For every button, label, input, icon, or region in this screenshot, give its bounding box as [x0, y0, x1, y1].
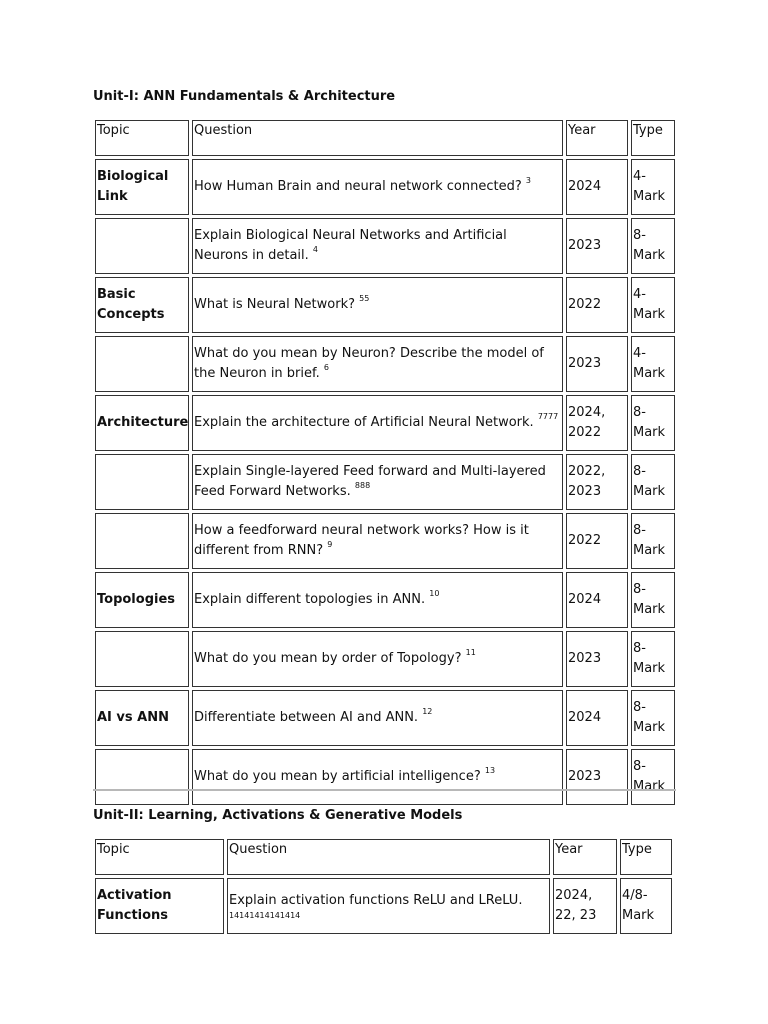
year-cell: 2022 — [566, 513, 628, 569]
question-cell — [192, 631, 563, 687]
header-year: Year — [553, 839, 617, 875]
table-row — [95, 277, 675, 333]
footnote-reference: 7777 — [537, 411, 559, 421]
unit-1-heading: Unit-I: ANN Fundamentals & Architecture — [93, 89, 396, 104]
unit-2-heading: Unit-II: Learning, Activations & Generative Models — [93, 808, 463, 823]
question-cell — [192, 513, 563, 569]
type-cell: 8-Mark — [631, 749, 675, 805]
type-cell: 8-Mark — [631, 218, 675, 274]
type-cell: 8-Mark — [631, 690, 675, 746]
year-cell: 2024, 2022 — [566, 395, 628, 451]
question-text: Explain Biological Neural Networks and Artificial Neurons in detail. — [194, 228, 507, 263]
topic-cell: Activation Functions — [95, 878, 224, 934]
table-header-row — [95, 120, 675, 156]
topic-cell — [95, 513, 189, 569]
topic-cell — [95, 218, 189, 274]
question-text: Differentiate between AI and ANN. — [194, 710, 419, 725]
type-cell: 8-Mark — [631, 454, 675, 510]
header-topic: Topic — [95, 839, 224, 875]
unit-1-table — [92, 117, 678, 808]
year-cell: 2024 — [566, 159, 628, 215]
header-question: Question — [227, 839, 550, 875]
table-row — [95, 336, 675, 392]
type-cell: 8-Mark — [631, 631, 675, 687]
table-row — [95, 513, 675, 569]
year-cell: 2022 — [566, 277, 628, 333]
table-row — [95, 454, 675, 510]
header-type: Type — [620, 839, 672, 875]
question-cell — [192, 454, 563, 510]
type-cell: 8-Mark — [631, 395, 675, 451]
year-cell: 2023 — [566, 336, 628, 392]
table-header-row — [95, 839, 672, 875]
table-row — [95, 395, 675, 451]
question-cell — [192, 395, 563, 451]
question-text: Explain activation functions ReLU and LReLU. — [229, 893, 523, 908]
question-text: What do you mean by Neuron? Describe the model of the Neuron in brief. — [194, 346, 544, 381]
question-text: Explain the architecture of Artificial Neural Network. — [194, 415, 534, 430]
footnote-reference: 6 — [323, 362, 330, 372]
footnote-reference: 4 — [312, 244, 319, 254]
question-text: How Human Brain and neural network connected? — [194, 179, 522, 194]
question-cell — [192, 159, 563, 215]
type-cell: 8-Mark — [631, 572, 675, 628]
year-cell: 2024 — [566, 690, 628, 746]
footnote-reference: 14141414141414 — [229, 911, 301, 920]
topic-cell: AI vs ANN — [95, 690, 189, 746]
topic-cell: Topologies — [95, 572, 189, 628]
type-cell: 4/8-Mark — [620, 878, 672, 934]
question-cell — [227, 878, 550, 934]
topic-cell — [95, 631, 189, 687]
question-cell — [192, 749, 563, 805]
table-row — [95, 159, 675, 215]
type-cell: 8-Mark — [631, 513, 675, 569]
table-row — [95, 878, 672, 934]
question-cell — [192, 572, 563, 628]
topic-cell: Architecture — [95, 395, 189, 451]
question-text: What do you mean by order of Topology? — [194, 651, 462, 666]
footnote-reference: 3 — [525, 175, 531, 185]
year-cell: 2022, 2023 — [566, 454, 628, 510]
question-text: What is Neural Network? — [194, 297, 356, 312]
type-cell: 4-Mark — [631, 159, 675, 215]
question-text: Explain different topologies in ANN. — [194, 592, 426, 607]
year-cell: 2024, 22, 23 — [553, 878, 617, 934]
question-cell — [192, 690, 563, 746]
header-question: Question — [192, 120, 563, 156]
table-row — [95, 218, 675, 274]
table-row — [95, 572, 675, 628]
topic-cell: Biological Link — [95, 159, 189, 215]
section-divider — [93, 789, 676, 791]
year-cell: 2023 — [566, 218, 628, 274]
question-text: How a feedforward neural network works? How is it different from RNN? — [194, 523, 529, 558]
header-year: Year — [566, 120, 628, 156]
topic-cell — [95, 749, 189, 805]
table-row — [95, 690, 675, 746]
footnote-reference: 12 — [422, 706, 433, 716]
footnote-reference: 11 — [465, 647, 476, 657]
year-cell: 2023 — [566, 631, 628, 687]
question-text: What do you mean by artificial intelligence? — [194, 769, 481, 784]
footnote-reference: 13 — [484, 765, 496, 775]
footnote-reference: 10 — [429, 588, 440, 598]
unit-2-table — [92, 836, 675, 937]
header-type: Type — [631, 120, 675, 156]
footnote-reference: 55 — [359, 293, 370, 303]
year-cell: 2024 — [566, 572, 628, 628]
topic-cell: Basic Concepts — [95, 277, 189, 333]
topic-cell — [95, 454, 189, 510]
topic-cell — [95, 336, 189, 392]
footnote-reference: 888 — [354, 480, 371, 490]
header-topic: Topic — [95, 120, 189, 156]
type-cell: 4-Mark — [631, 336, 675, 392]
table-row — [95, 749, 675, 805]
type-cell: 4-Mark — [631, 277, 675, 333]
question-cell — [192, 336, 563, 392]
question-text: Explain Single-layered Feed forward and Multi-layered Feed Forward Networks. — [194, 464, 546, 499]
question-cell — [192, 277, 563, 333]
footnote-reference: 9 — [327, 539, 333, 549]
table-row — [95, 631, 675, 687]
year-cell: 2023 — [566, 749, 628, 805]
question-cell — [192, 218, 563, 274]
